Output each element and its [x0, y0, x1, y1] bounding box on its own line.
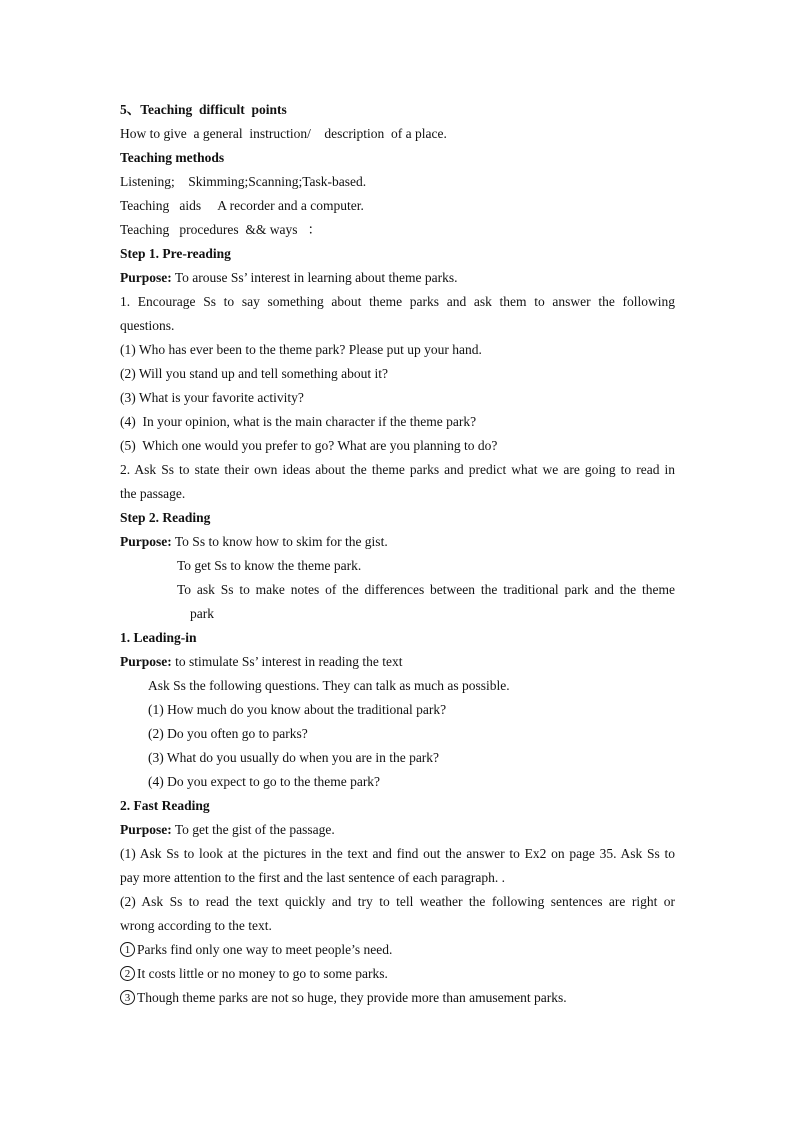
purpose-label: Purpose: [120, 654, 172, 669]
step1-question-3: (3) What is your favorite activity? [120, 390, 304, 405]
circled-number: 2 [120, 966, 135, 981]
purpose-text: To get the gist of the passage. [171, 822, 335, 837]
step1-heading: Step 1. Pre-reading [120, 246, 231, 261]
leading-in-heading: 1. Leading-in [120, 630, 197, 645]
difficult-points-heading: 5、Teaching difficult points [120, 102, 287, 117]
teaching-methods-heading: Teaching methods [120, 150, 225, 165]
purpose-label: Purpose: [120, 534, 172, 549]
step1-question-1: (1) Who has ever been to the theme park? Please put up your hand. [120, 342, 482, 357]
leading-in-intro: Ask Ss the following questions. They can talk as much as possible. [148, 678, 510, 693]
statement-2 [120, 962, 675, 986]
step2-purpose-line3: To ask Ss to make notes of the differences between the traditional park and the theme [177, 582, 675, 597]
leading-in-question-1: (1) How much do you know about the traditional park? [148, 702, 447, 717]
purpose-label: Purpose: [120, 270, 172, 285]
statement-text: Parks find only one way to meet people’s need. [137, 942, 393, 957]
step2-purpose-line4: park [190, 606, 214, 621]
step1-purpose [120, 266, 675, 290]
step1-question-4: (4) In your opinion, what is the main character if the theme park? [120, 414, 477, 429]
statement-text: It costs little or no money to go to some parks. [137, 966, 388, 981]
step1-item2-line1: 2. Ask Ss to state their own ideas about the theme parks and predict what we are going to read in [120, 462, 675, 477]
step1-question-5: (5) Which one would you prefer to go? What are you planning to do? [120, 438, 498, 453]
step2-heading: Step 2. Reading [120, 510, 211, 525]
leading-in-question-2: (2) Do you often go to parks? [148, 726, 308, 741]
step2-purpose [120, 530, 675, 554]
document-page [120, 98, 675, 1010]
difficult-points-text: How to give a general instruction/ description of a place. [120, 126, 447, 141]
purpose-text: To arouse Ss’ interest in learning about theme parks. [171, 270, 458, 285]
fast-reading-heading: 2. Fast Reading [120, 798, 210, 813]
purpose-text: to stimulate Ss’ interest in reading the text [171, 654, 403, 669]
fast-reading-item1-line2: pay more attention to the first and the last sentence of each paragraph. . [120, 870, 505, 885]
leading-in-question-3: (3) What do you usually do when you are in the park? [148, 750, 440, 765]
statement-text: Though theme parks are not so huge, they provide more than amusement parks. [137, 990, 567, 1005]
leading-in-purpose [120, 650, 675, 674]
circled-number: 1 [120, 942, 135, 957]
fast-reading-item2-line2: wrong according to the text. [120, 918, 272, 933]
step1-item1-line2: questions. [120, 318, 175, 333]
fast-reading-item2-line1: (2) Ask Ss to read the text quickly and try to tell weather the following sentences are right or [120, 894, 675, 909]
statement-3 [120, 986, 675, 1010]
fast-reading-purpose [120, 818, 675, 842]
purpose-label: Purpose: [120, 822, 172, 837]
statement-1 [120, 938, 675, 962]
teaching-methods-text: Listening; Skimming;Scanning;Task-based. [120, 174, 367, 189]
fast-reading-item1-line1: (1) Ask Ss to look at the pictures in the text and find out the answer to Ex2 on page 35. Ask Ss to [120, 846, 675, 861]
step2-purpose-line2: To get Ss to know the theme park. [177, 558, 362, 573]
circled-number: 3 [120, 990, 135, 1005]
teaching-aids-text: Teaching aids A recorder and a computer. [120, 198, 364, 213]
step1-item1-line1: 1. Encourage Ss to say something about theme parks and ask them to answer the following [120, 294, 675, 309]
step1-question-2: (2) Will you stand up and tell something about it? [120, 366, 389, 381]
leading-in-question-4: (4) Do you expect to go to the theme park? [148, 774, 381, 789]
step1-item2-line2: the passage. [120, 486, 186, 501]
purpose-text: To Ss to know how to skim for the gist. [171, 534, 388, 549]
teaching-procedures-text: Teaching procedures && ways ： [120, 222, 322, 237]
